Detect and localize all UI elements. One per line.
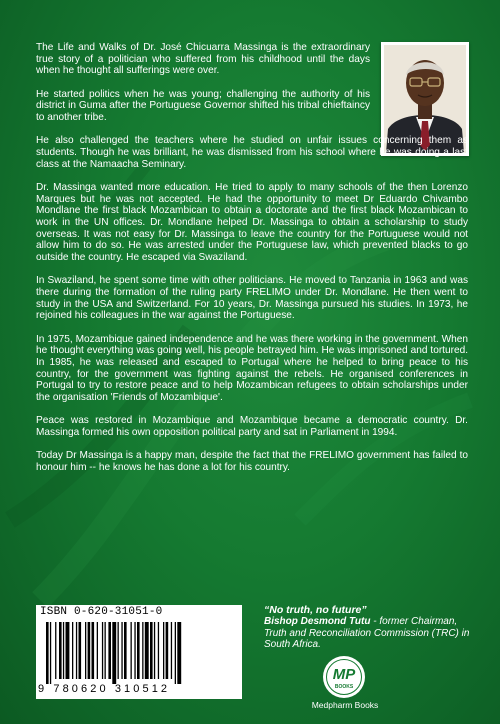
blurb-paragraph: Dr. Massinga wanted more education. He tried to apply to many schools of the then Lorenzo Marques but he was not accepted. He had the opportunity to meet Dr Eduardo Chivambo Mondlane the first black Mozambican to obtain a doctorate and the first black Mozambican to work in the UN offices. Dr. Mondlane helped Dr. Massinga to obtain a scholarship to study overseas. It was not easy for Dr. Massinga to leave the country for the Portuguese would not allow him to do so. He was arrested under the Portuguese law, which prevented blacks to go outside the country. He escaped via Swaziland. <box>36 181 468 264</box>
publisher-name: Medpharm Books <box>311 700 379 710</box>
barcode-bar <box>112 622 116 684</box>
barcode-bar <box>76 622 77 679</box>
blurb-paragraph: The Life and Walks of Dr. José Chicuarra Massinga is the extraordinary true story of a politician who suffered from his childhood until the days when he thought all sufferings were over. <box>36 42 370 77</box>
endorsement-quote <box>264 605 474 650</box>
barcode-bar <box>131 622 132 679</box>
quote-attribution: - former Chairman, Truth and Reconciliation Commission (TRC) in South Africa. <box>264 616 470 650</box>
blurb-paragraph: In Swaziland, he spent some time with other politicians. He moved to Tanzania in 1963 and was there during the formation of the ruling party FRELIMO under Dr. Mondlane. He then went to study in the USA and Switzerland. For 10 years, Dr. Massinga pursued his studies. In 1973, he rejoined his colleagues in the war against the Portuguese. <box>36 275 468 322</box>
barcode-bar <box>137 622 140 679</box>
barcode-bar <box>66 622 70 679</box>
barcode-bar <box>150 622 153 679</box>
quote-author: Bishop Desmond Tutu <box>264 616 371 628</box>
barcode-bar <box>72 622 73 679</box>
barcode-bars <box>44 622 234 684</box>
barcode-bar <box>105 622 106 679</box>
publisher-logo-text: MP <box>332 666 356 683</box>
barcode-bar <box>134 622 135 679</box>
barcode-bar <box>59 622 62 679</box>
barcode-bar <box>79 622 82 679</box>
barcode-bar <box>55 622 56 679</box>
blurb-paragraph: In 1975, Mozambique gained independence and he was there working in the government. When he thought everything was going well, his people betrayed him. He was imprisoned and tortured. In 1985, he was released and escaped to Portugal where he helped to bring peace to his country, for the government was fighting against the rebels. He organised conferences in Portugal to try to restore peace and to help Mozambican refugees to obtain scholarships under the organisation 'Friends of Mozambique'. <box>36 333 468 404</box>
barcode-bar <box>108 622 111 679</box>
barcode-bar <box>142 622 143 679</box>
publisher-logo <box>322 655 366 699</box>
quote-title: “No truth, no future” <box>264 604 367 616</box>
barcode-bar <box>175 622 176 684</box>
barcode-bar <box>88 622 91 679</box>
barcode-bar <box>102 622 103 679</box>
barcode-bar <box>158 622 159 679</box>
barcode-bar <box>63 622 64 679</box>
barcode-bar <box>166 622 169 679</box>
blurb-text <box>36 42 468 485</box>
blurb-paragraph: Today Dr Massinga is a happy man, despite the fact that the FRELIMO government has failed to honour him -- he knows he has done a lot for his country. <box>36 450 468 473</box>
barcode-digits: 9 780620 310512 <box>38 683 171 695</box>
barcode-bar <box>145 622 149 679</box>
barcode-bar <box>177 622 181 684</box>
barcode-bar <box>124 622 127 679</box>
barcode-bar <box>92 622 95 679</box>
blurb-paragraph: Peace was restored in Mozambique and Mozambique became a democratic country. Dr. Massinga formed his own opposition political party and sat in Parliament in 1994. <box>36 415 468 438</box>
blurb-paragraph: He started politics when he was young; challenging the authority of his district in Guma after the Portuguese Governor shifted his tribal chieftaincy to another tribe. <box>36 88 370 124</box>
barcode-bar <box>97 622 98 679</box>
barcode-bar <box>154 622 155 679</box>
barcode-bar <box>46 622 49 684</box>
barcode-bar <box>85 622 86 679</box>
publisher-logo-subtext: BOOKS <box>334 684 354 690</box>
isbn-barcode <box>36 605 242 699</box>
blurb-paragraph: He also challenged the teachers where he studied on unfair issues concerning them as students. Though he was brilliant, he was dismissed from his school where he was doing a last class at the Namaacha Seminary. <box>36 135 468 170</box>
barcode-bar <box>163 622 164 679</box>
barcode-bar <box>50 622 51 684</box>
barcode-bar <box>121 622 122 679</box>
isbn-label: ISBN 0-620-31051-0 <box>40 606 163 618</box>
barcode-bar <box>118 622 119 679</box>
quote-attribution-line <box>264 616 474 650</box>
barcode-bar <box>171 622 172 679</box>
